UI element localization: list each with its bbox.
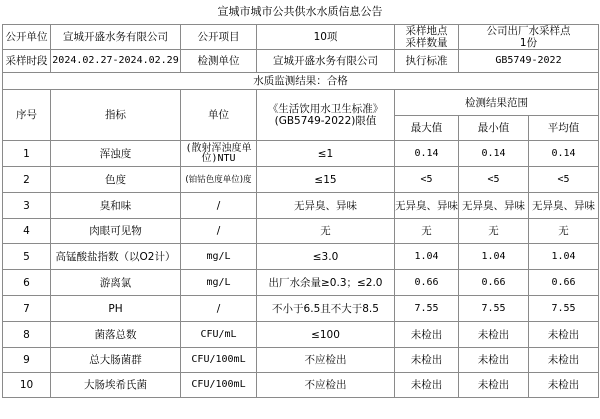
cell-unit: CFU/100mL: [181, 348, 257, 373]
cell-max: 无: [395, 219, 459, 244]
header-max: 最大值: [395, 116, 459, 141]
header-row-1: [3, 90, 599, 116]
inspect-label: 检测单位: [181, 50, 257, 73]
cell-avg: 未检出: [529, 373, 599, 398]
cell-indicator: 色度: [51, 167, 181, 193]
cell-seq: 8: [3, 322, 51, 348]
item-value: 10项: [257, 25, 395, 50]
cell-seq: 7: [3, 296, 51, 322]
water-quality-table: [2, 24, 599, 398]
header-avg: 平均值: [529, 116, 599, 141]
header-unit: 单位: [181, 90, 257, 141]
cell-limit: ≤100: [257, 322, 395, 348]
cell-limit: 无: [257, 219, 395, 244]
table-row: [3, 244, 599, 270]
cell-min: 未检出: [459, 348, 529, 373]
cell-min: 0.66: [459, 270, 529, 296]
cell-max: 0.66: [395, 270, 459, 296]
result-row: [3, 73, 599, 90]
cell-max: <5: [395, 167, 459, 193]
header-indicator: 指标: [51, 90, 181, 141]
cell-unit: CFU/mL: [181, 322, 257, 348]
cell-unit: (铂钴色度单位)度: [181, 167, 257, 193]
table-row: [3, 141, 599, 167]
cell-limit: 无异臭、异味: [257, 193, 395, 219]
table-row: [3, 193, 599, 219]
site-value-1: 公司出厂水采样点: [486, 25, 571, 37]
cell-max: 7.55: [395, 296, 459, 322]
cell-limit: 不应检出: [257, 348, 395, 373]
cell-seq: 3: [3, 193, 51, 219]
unit-value: 宣城开盛水务有限公司: [51, 25, 181, 50]
cell-seq: 6: [3, 270, 51, 296]
cell-indicator: 游离氯: [51, 270, 181, 296]
cell-min: 无: [459, 219, 529, 244]
cell-seq: 2: [3, 167, 51, 193]
cell-unit: CFU/100mL: [181, 373, 257, 398]
cell-avg: 1.04: [529, 244, 599, 270]
header-limit-line-2: (GB5749-2022)限值: [274, 115, 377, 127]
cell-seq: 9: [3, 348, 51, 373]
cell-avg: 0.14: [529, 141, 599, 167]
cell-indicator: 肉眼可见物: [51, 219, 181, 244]
cell-indicator: 大肠埃希氏菌: [51, 373, 181, 398]
period-value: 2024.02.27-2024.02.29: [51, 50, 181, 73]
result-line: 水质监测结果：合格: [3, 73, 599, 90]
cell-min: <5: [459, 167, 529, 193]
site-label-2: 采样数量: [405, 37, 448, 49]
period-label: 采样时段: [3, 50, 51, 73]
cell-limit: 不应检出: [257, 373, 395, 398]
cell-avg: 无: [529, 219, 599, 244]
cell-avg: 无异臭、异味: [529, 193, 599, 219]
cell-indicator: 总大肠菌群: [51, 348, 181, 373]
cell-indicator: 高锰酸盐指数（以O2计）: [51, 244, 181, 270]
header-seq: 序号: [3, 90, 51, 141]
info-row-2: [3, 50, 599, 73]
cell-unit: mg/L: [181, 270, 257, 296]
cell-seq: 5: [3, 244, 51, 270]
site-label-1: 采样地点: [405, 25, 448, 37]
cell-min: 1.04: [459, 244, 529, 270]
header-limit-line-1: 《生活饮用水卫生标准》: [267, 103, 384, 115]
header-min: 最小值: [459, 116, 529, 141]
cell-max: 未检出: [395, 348, 459, 373]
cell-indicator: 浑浊度: [51, 141, 181, 167]
cell-indicator: 菌落总数: [51, 322, 181, 348]
item-label: 公开项目: [181, 25, 257, 50]
cell-max: 0.14: [395, 141, 459, 167]
cell-seq: 4: [3, 219, 51, 244]
standard-value: GB5749-2022: [459, 50, 599, 73]
cell-max: 未检出: [395, 373, 459, 398]
page-title: 宣城市城市公共供水水质信息公告: [217, 5, 383, 18]
cell-unit: (散射浑浊度单位)NTU: [181, 141, 257, 167]
cell-max: 1.04: [395, 244, 459, 270]
standard-label: 执行标准: [395, 50, 459, 73]
inspect-value: 宣城开盛水务有限公司: [257, 50, 395, 73]
cell-max: 无异臭、异味: [395, 193, 459, 219]
cell-avg: 7.55: [529, 296, 599, 322]
table-row: [3, 322, 599, 348]
cell-limit: 出厂水余量≥0.3；≤2.0: [257, 270, 395, 296]
cell-min: 0.14: [459, 141, 529, 167]
header-range: 检测结果范围: [395, 90, 599, 116]
cell-unit: mg/L: [181, 244, 257, 270]
cell-min: 7.55: [459, 296, 529, 322]
cell-avg: 0.66: [529, 270, 599, 296]
table-row: [3, 348, 599, 373]
cell-unit: /: [181, 219, 257, 244]
table-row: [3, 270, 599, 296]
table-row: [3, 373, 599, 398]
cell-indicator: PH: [51, 296, 181, 322]
cell-unit: /: [181, 296, 257, 322]
cell-min: 未检出: [459, 322, 529, 348]
info-row-1: [3, 25, 599, 50]
site-value-2: 1份: [519, 37, 538, 49]
header-limit: [257, 90, 395, 141]
site-labels: [395, 25, 459, 50]
unit-label: 公开单位: [3, 25, 51, 50]
cell-indicator: 臭和味: [51, 193, 181, 219]
cell-limit: ≤1: [257, 141, 395, 167]
cell-unit: /: [181, 193, 257, 219]
cell-seq: 1: [3, 141, 51, 167]
site-values: [459, 25, 599, 50]
cell-avg: 未检出: [529, 322, 599, 348]
cell-avg: 未检出: [529, 348, 599, 373]
cell-seq: 10: [3, 373, 51, 398]
cell-limit: ≤3.0: [257, 244, 395, 270]
cell-max: 未检出: [395, 322, 459, 348]
cell-limit: ≤15: [257, 167, 395, 193]
cell-avg: <5: [529, 167, 599, 193]
cell-limit: 不小于6.5且不大于8.5: [257, 296, 395, 322]
table-row: [3, 219, 599, 244]
table-row: [3, 296, 599, 322]
cell-min: 未检出: [459, 373, 529, 398]
table-row: [3, 167, 599, 193]
cell-min: 无异臭、异味: [459, 193, 529, 219]
